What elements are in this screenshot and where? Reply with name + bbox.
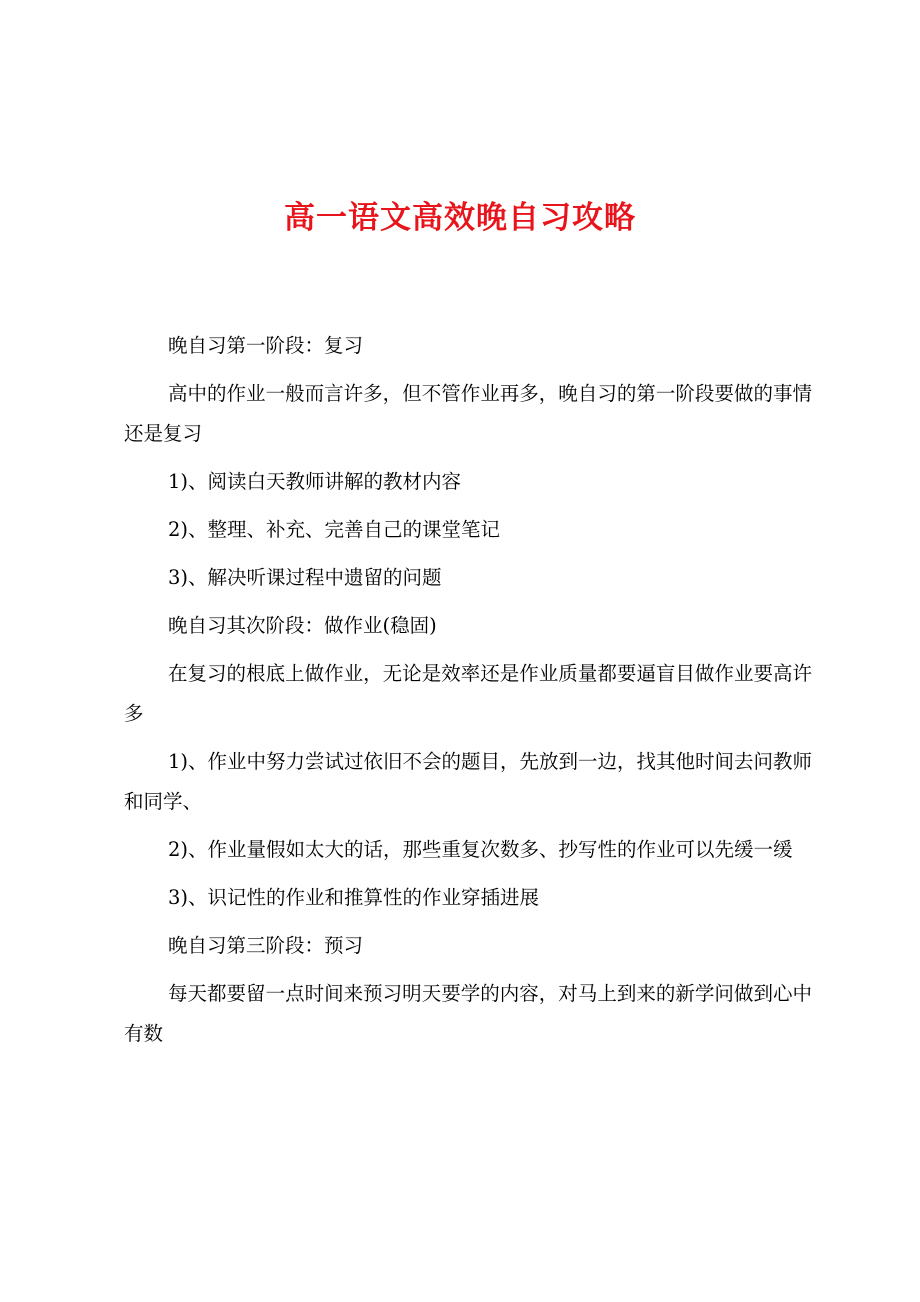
section-heading-preview: 晚自习第三阶段：预习 <box>168 934 364 957</box>
list-item: 2)、整理、补充、完善自己的课堂笔记 <box>168 518 501 541</box>
section-heading-homework: 晚自习其次阶段：做作业(稳固) <box>168 614 437 637</box>
list-item: 2)、作业量假如太大的话，那些重复次数多、抄写性的作业可以先缓一缓 <box>168 838 793 861</box>
paragraph: 高中的作业一般而言许多，但不管作业再多，晚自习的第一阶段要做的事情还是复习 <box>124 382 812 445</box>
paragraph: 在复习的根底上做作业，无论是效率还是作业质量都要逼盲目做作业要高许多 <box>124 662 812 725</box>
list-item: 3)、解决听课过程中遗留的问题 <box>168 566 442 589</box>
document-body <box>124 326 812 1062</box>
list-item: 3)、识记性的作业和推算性的作业穿插进展 <box>168 886 540 909</box>
section-heading-review: 晚自习第一阶段：复习 <box>168 334 364 357</box>
list-item: 1)、作业中努力尝试过依旧不会的题目，先放到一边，找其他时间去问教师和同学、 <box>124 750 813 813</box>
paragraph: 每天都要留一点时间来预习明天要学的内容，对马上到来的新学问做到心中有数 <box>124 982 812 1045</box>
document-title: 高一语文高效晚自习攻略 <box>284 200 636 236</box>
list-item: 1)、阅读白天教师讲解的教材内容 <box>168 470 462 493</box>
